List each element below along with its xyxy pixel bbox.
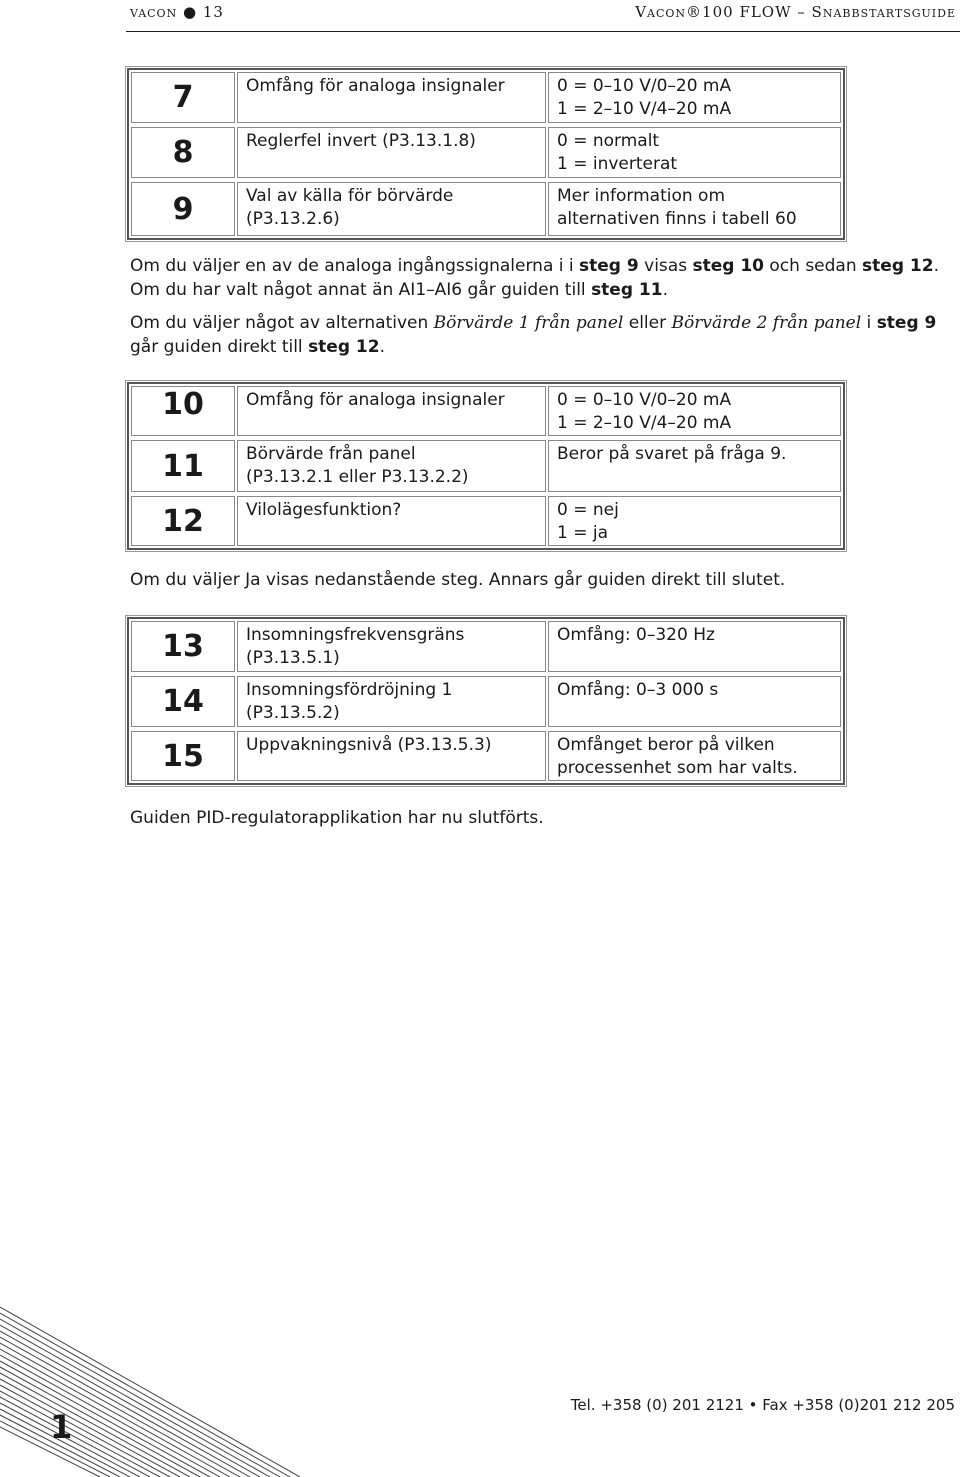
steps-table-3 (127, 617, 845, 785)
step-description: Börvärde från panel (P3.13.2.1 eller P3.13.2.2) (237, 440, 546, 492)
step-number: 15 (131, 731, 235, 781)
step-value: Omfång: 0–3 000 s (548, 676, 841, 727)
corner-stripes-decoration (0, 1307, 300, 1477)
step-value: Beror på svaret på fråga 9. (548, 440, 841, 492)
header-right: Vacon®100 FLOW – Snabbstartsguide (635, 3, 956, 21)
step-number: 14 (131, 676, 235, 727)
step-value: 0 = 0–10 V/0–20 mA 1 = 2–10 V/4–20 mA (548, 386, 841, 436)
header-left: vacon ● 13 (130, 3, 224, 21)
table-row (129, 70, 843, 125)
step-value: 0 = 0–10 V/0–20 mA 1 = 2–10 V/4–20 mA (548, 72, 841, 123)
step-number: 9 (131, 182, 235, 236)
step-number: 11 (131, 440, 235, 492)
step-description: Omfång för analoga insignaler (237, 72, 546, 123)
paragraph-yes-info: Om du väljer Ja visas nedanstående steg. Annars går guiden direkt till slutet. (130, 570, 786, 590)
step-description: Insomningsfördröjning 1 (P3.13.5.2) (237, 676, 546, 727)
step-value: Omfång: 0–320 Hz (548, 621, 841, 672)
step-number: 13 (131, 621, 235, 672)
step-value: Omfånget beror på vilken processenhet som har valts. (548, 731, 841, 781)
step-description: Insomningsfrekvensgräns (P3.13.5.1) (237, 621, 546, 672)
paragraph-analog-info: Om du väljer en av de analoga ingångssignalerna i i steg 9 visas steg 10 och sedan steg 12. Om du har valt något annat än AI1–AI6 går guiden till steg 11. (130, 256, 939, 300)
table-row (129, 438, 843, 494)
step-number: 8 (131, 127, 235, 178)
step-description: Reglerfel invert (P3.13.1.8) (237, 127, 546, 178)
table-row (129, 494, 843, 548)
chapter-number: 1 (50, 1408, 73, 1446)
step-value: Mer information om alternativen finns i tabell 60 (548, 182, 841, 236)
steps-table-2 (127, 382, 845, 550)
step-description: Omfång för analoga insignaler (237, 386, 546, 436)
header-divider (126, 31, 960, 32)
step-description: Val av källa för börvärde (P3.13.2.6) (237, 182, 546, 236)
table-row (129, 674, 843, 729)
step-value: 0 = normalt 1 = inverterat (548, 127, 841, 178)
step-description: Uppvakningsnivå (P3.13.5.3) (237, 731, 546, 781)
table-row (129, 619, 843, 674)
step-description: Vilolägesfunktion? (237, 496, 546, 546)
paragraph-completed: Guiden PID-regulatorapplikation har nu slutförts. (130, 808, 544, 828)
table-row (129, 384, 843, 438)
table-row (129, 125, 843, 180)
step-number: 7 (131, 72, 235, 123)
table-row (129, 180, 843, 238)
footer-contact: Tel. +358 (0) 201 2121 • Fax +358 (0)201 212 205 (570, 1396, 955, 1414)
steps-table-1 (127, 68, 845, 240)
step-value: 0 = nej 1 = ja (548, 496, 841, 546)
paragraph-panel-info: Om du väljer något av alternativen Börvärde 1 från panel eller Börvärde 2 från panel i steg 9 går guiden direkt till steg 12. (130, 313, 937, 357)
table-row (129, 729, 843, 783)
step-number: 10 (131, 386, 235, 436)
step-number: 12 (131, 496, 235, 546)
